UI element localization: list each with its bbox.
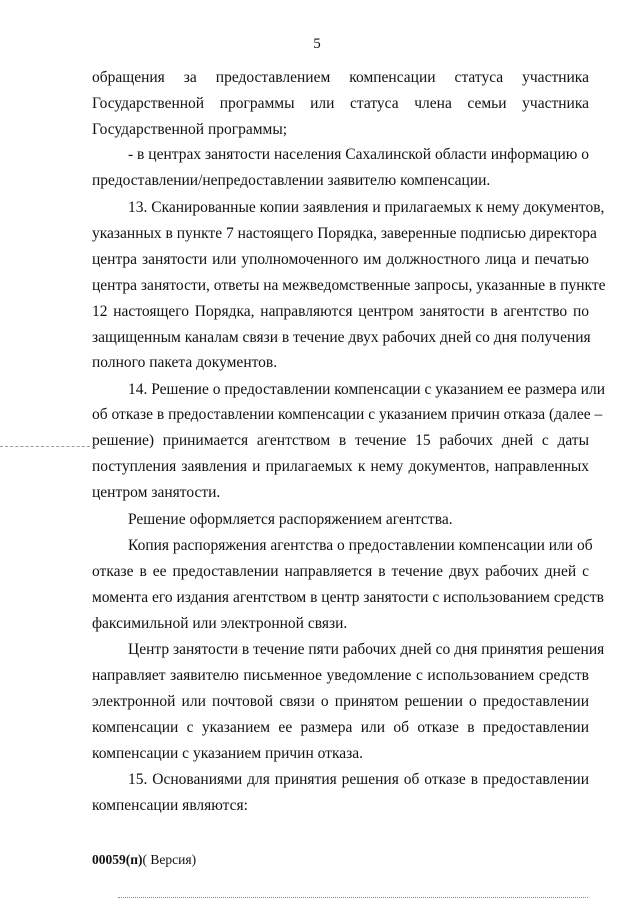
document-version: ( Версия): [142, 852, 197, 867]
text-line: Центр занятости в течение пяти рабочих дней со дня принятия решения: [128, 641, 605, 658]
text-line: факсимильной или электронной связи.: [92, 615, 348, 632]
text-line: центра занятости или уполномоченного им должностного лица и печатью: [92, 251, 589, 268]
text-line: предоставлении/непредоставлении заявителю компенсации.: [92, 172, 491, 189]
text-line: 13. Сканированные копии заявления и прилагаемых к нему документов,: [128, 199, 605, 216]
text-line: решение) принимается агентством в течение 15 рабочих дней с даты: [92, 432, 589, 449]
text-line: об отказе в предоставлении компенсации с указанием причин отказа (далее –: [92, 406, 603, 423]
document-footer: [92, 851, 196, 869]
text-line: центром занятости.: [92, 484, 221, 501]
text-line: Решение оформляется распоряжением агентства.: [128, 511, 453, 528]
text-line: Копия распоряжения агентства о предоставлении компенсации или об: [128, 537, 593, 554]
text-line: указанных в пункте 7 настоящего Порядка, заверенные подписью директора: [92, 225, 597, 242]
text-line: 12 настоящего Порядка, направляются центром занятости в агентство по: [92, 303, 589, 320]
text-line: полного пакета документов.: [92, 354, 278, 371]
text-line: направляет заявителю письменное уведомление с использованием средств: [92, 667, 589, 684]
text-line: защищенным каналам связи в течение двух рабочих дней со дня получения: [92, 329, 591, 346]
text-line: компенсации с указанием причин отказа.: [92, 745, 363, 762]
bottom-rule: [118, 897, 588, 900]
text-line: компенсации являются:: [92, 797, 248, 814]
text-line: 14. Решение о предоставлении компенсации с указанием ее размера или: [128, 381, 605, 398]
text-line: 15. Основаниями для принятия решения об отказе в предоставлении: [128, 771, 589, 788]
text-line: момента его издания агентством в центр занятости с использованием средств: [92, 589, 604, 606]
text-line: электронной или почтовой связи о принятом решении о предоставлении: [92, 693, 589, 710]
text-line: - в центрах занятости населения Сахалинской области информацию о: [128, 146, 589, 163]
text-line: отказе в ее предоставлении направляется в течение двух рабочих дней с: [92, 563, 589, 580]
text-line: Государственной программы или статуса члена семьи участника: [92, 95, 589, 112]
text-line: поступления заявления и прилагаемых к нему документов, направленных: [92, 458, 589, 475]
text-line: Государственной программы;: [92, 121, 288, 138]
text-line: обращения за предоставлением компенсации статуса участника: [92, 69, 589, 86]
text-line: компенсации с указанием ее размера или об отказе в предоставлении: [92, 719, 589, 736]
text-line: центра занятости, ответы на межведомственные запросы, указанные в пункте: [92, 277, 606, 294]
page-number: 5: [313, 36, 321, 52]
margin-dashes: [0, 446, 95, 448]
document-code: 00059(п): [92, 852, 143, 867]
